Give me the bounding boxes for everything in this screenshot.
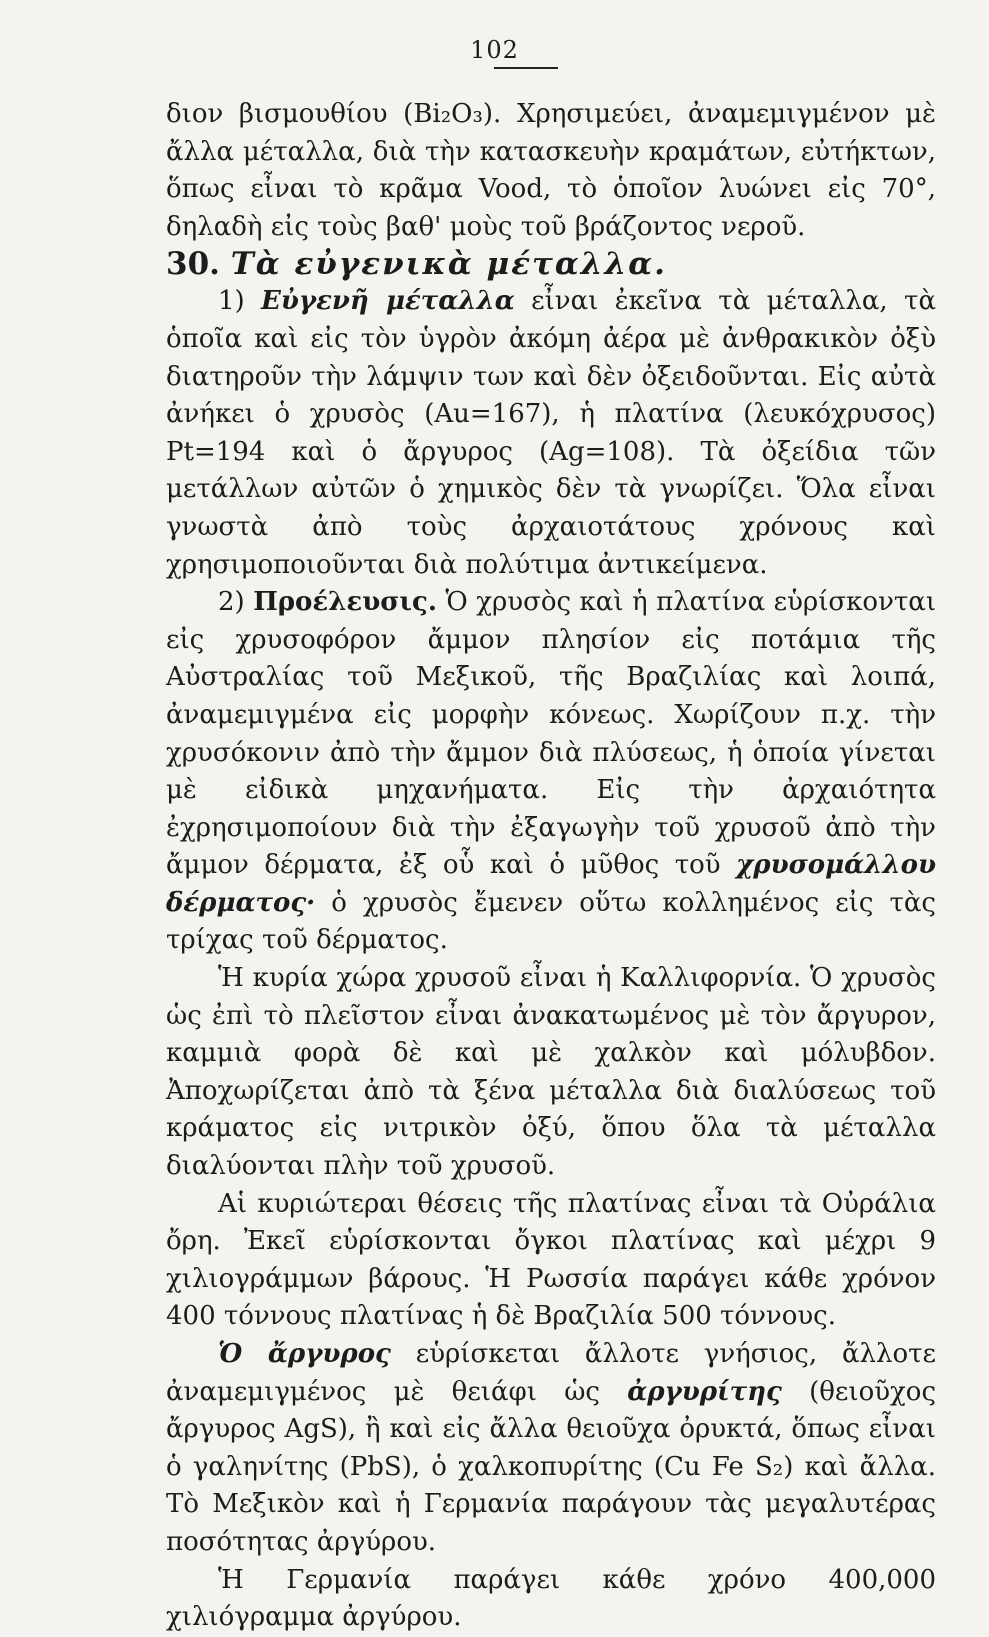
term-noble-metals: Εὐγενῆ μέταλλα <box>261 286 515 317</box>
term-golden-fleece: χρυσομάλλου δέρματος· <box>166 850 936 918</box>
intro-paragraph: διον βισμουθίου (Bi₂O₃). Χρησιμεύει, ἀναμεμιγμένον μὲ ἄλλα μέταλλα, διὰ τὴν κατασκευὴν κραμάτων, εὐτήκτων, ὅπως εἶναι τὸ κρᾶμα Vood, τὸ ὁποῖον λυώνει εἰς 70°, δηλαδὴ εἰς τοὺς βαθ' μοὺς τοῦ βράζοντος νεροῦ. <box>166 99 936 242</box>
paragraph-silver <box>166 1336 936 1562</box>
paragraph-text: ὁ χρυσὸς ἔμενεν οὕτω κολλημένος εἰς τὰς τρίχας τοῦ δέρματος. <box>166 887 936 956</box>
term-argyrite: ἀργυρίτης <box>627 1376 782 1407</box>
page-body <box>166 96 936 1637</box>
paragraph-origin <box>166 584 936 960</box>
paragraph-text: (θειοῦχος ἄργυρος AgS), ἢ καὶ εἰς ἄλλα θειοῦχα ὀρυκτά, ὅπως εἶναι ὁ γαληνίτης (PbS), ὁ χαλκοπυρίτης (Cu Fe S₂) καὶ ἄλλα. Τὸ Μεξικὸν καὶ ἡ Γερμανία παράγουν τὰς μεγαλυτέρας ποσότητας ἀργύρου. <box>166 1376 936 1557</box>
paragraph-noble-metals <box>166 283 936 584</box>
section-number: 30. <box>166 246 220 283</box>
paragraph-germany: Ἡ Γερμανία παράγει κάθε χρόνο 400,000 χιλιόγραμμα ἀργύρου. <box>166 1564 936 1633</box>
header-rule <box>494 67 558 69</box>
section-title: Τὰ εὐγενικὰ μέταλλα. <box>230 246 667 283</box>
section-heading <box>166 246 936 283</box>
paragraph-text: εἶναι ἐκεῖνα τὰ μέταλλα, τὰ ὁποῖα καὶ εἰς τὸν ὑγρὸν ἀκόμη ἀέρα μὲ ἀνθρακικὸν ὀξὺ διατηροῦν τὴν λάμψιν των καὶ δὲν ὀξειδοῦνται. Εἰς αὐτὰ ἀνήκει ὁ χρυσὸς (Au=167), ἡ πλατίνα (λευκόχρυσος) Pt=194 καὶ ὁ ἄργυρος (Ag=108). Τὰ ὀξείδια τῶν μετάλλων αὐτῶν ὁ χημικὸς δὲν τὰ γνωρίζει. Ὅλα εἶναι γνωστὰ ἀπὸ τοὺς ἀρχαιοτάτους χρόνους καὶ χρησιμοποιοῦνται διὰ πολύτιμα ἀντικείμενα. <box>166 286 936 580</box>
paragraph-text: Ὁ χρυσὸς καὶ ἡ πλατίνα εὑρίσκονται εἰς χρυσοφόρον ἄμμον πλησίον εἰς ποτάμια τῆς Αὐστραλίας τοῦ Μεξικοῦ, τῆς Βραζιλίας καὶ λοιπά, ἀναμεμιγμένα εἰς μορφὴν κόνεως. Χωρίζουν π.χ. τὴν χρυσόκονιν ἀπὸ τὴν ἄμμον διὰ πλύσεως, ἡ ὁποία γίνεται μὲ εἰδικὰ μηχανήματα. Εἰς τὴν ἀρχαιότητα ἐχρησιμοποίουν διὰ τὴν ἐξαγωγὴν τοῦ χρυσοῦ ἀπὸ τὴν ἄμμον δέρματα, ἐξ οὗ καὶ ὁ μῦθος τοῦ <box>166 587 937 881</box>
term-silver: Ὁ ἄργυρος <box>218 1339 391 1369</box>
page-number: 102 <box>470 36 519 64</box>
item-label: 2) <box>218 587 245 618</box>
item-label: 1) <box>218 286 245 317</box>
paragraph-california: Ἡ κυρία χώρα χρυσοῦ εἶναι ἡ Καλλιφορνία. Ὁ χρυσὸς ὡς ἐπὶ τὸ πλεῖστον εἶναι ἀνακατωμένος μὲ τὸν ἄργυρον, καμμιὰ φορὰ δὲ καὶ μὲ χαλκὸν καὶ μόλυβδον. Ἀποχωρίζεται ἀπὸ τὰ ξένα μέταλλα διὰ διαλύσεως τοῦ κράματος εἰς νιτρικὸν ὀξύ, ὅπου ὅλα τὰ μέταλλα διαλύονται πλὴν τοῦ χρυσοῦ. <box>166 963 936 1182</box>
paragraph-platinum: Αἱ κυριώτεραι θέσεις τῆς πλατίνας εἶναι τὰ Οὐράλια ὄρη. Ἐκεῖ εὑρίσκονται ὄγκοι πλατίνας καὶ μέχρι 9 χιλιογράμμων βάρους. Ἡ Ρωσσία παράγει κάθε χρόνον 400 τόννους πλατίνας ἡ δὲ Βραζιλία 500 τόννους. <box>166 1188 936 1332</box>
term-origin: Προέλευσις. <box>253 587 437 618</box>
paragraph-text: εὑρίσκεται ἄλλοτε γνήσιος, ἄλλοτε ἀναμεμιγμένος μὲ θειάφι ὡς <box>166 1339 936 1407</box>
